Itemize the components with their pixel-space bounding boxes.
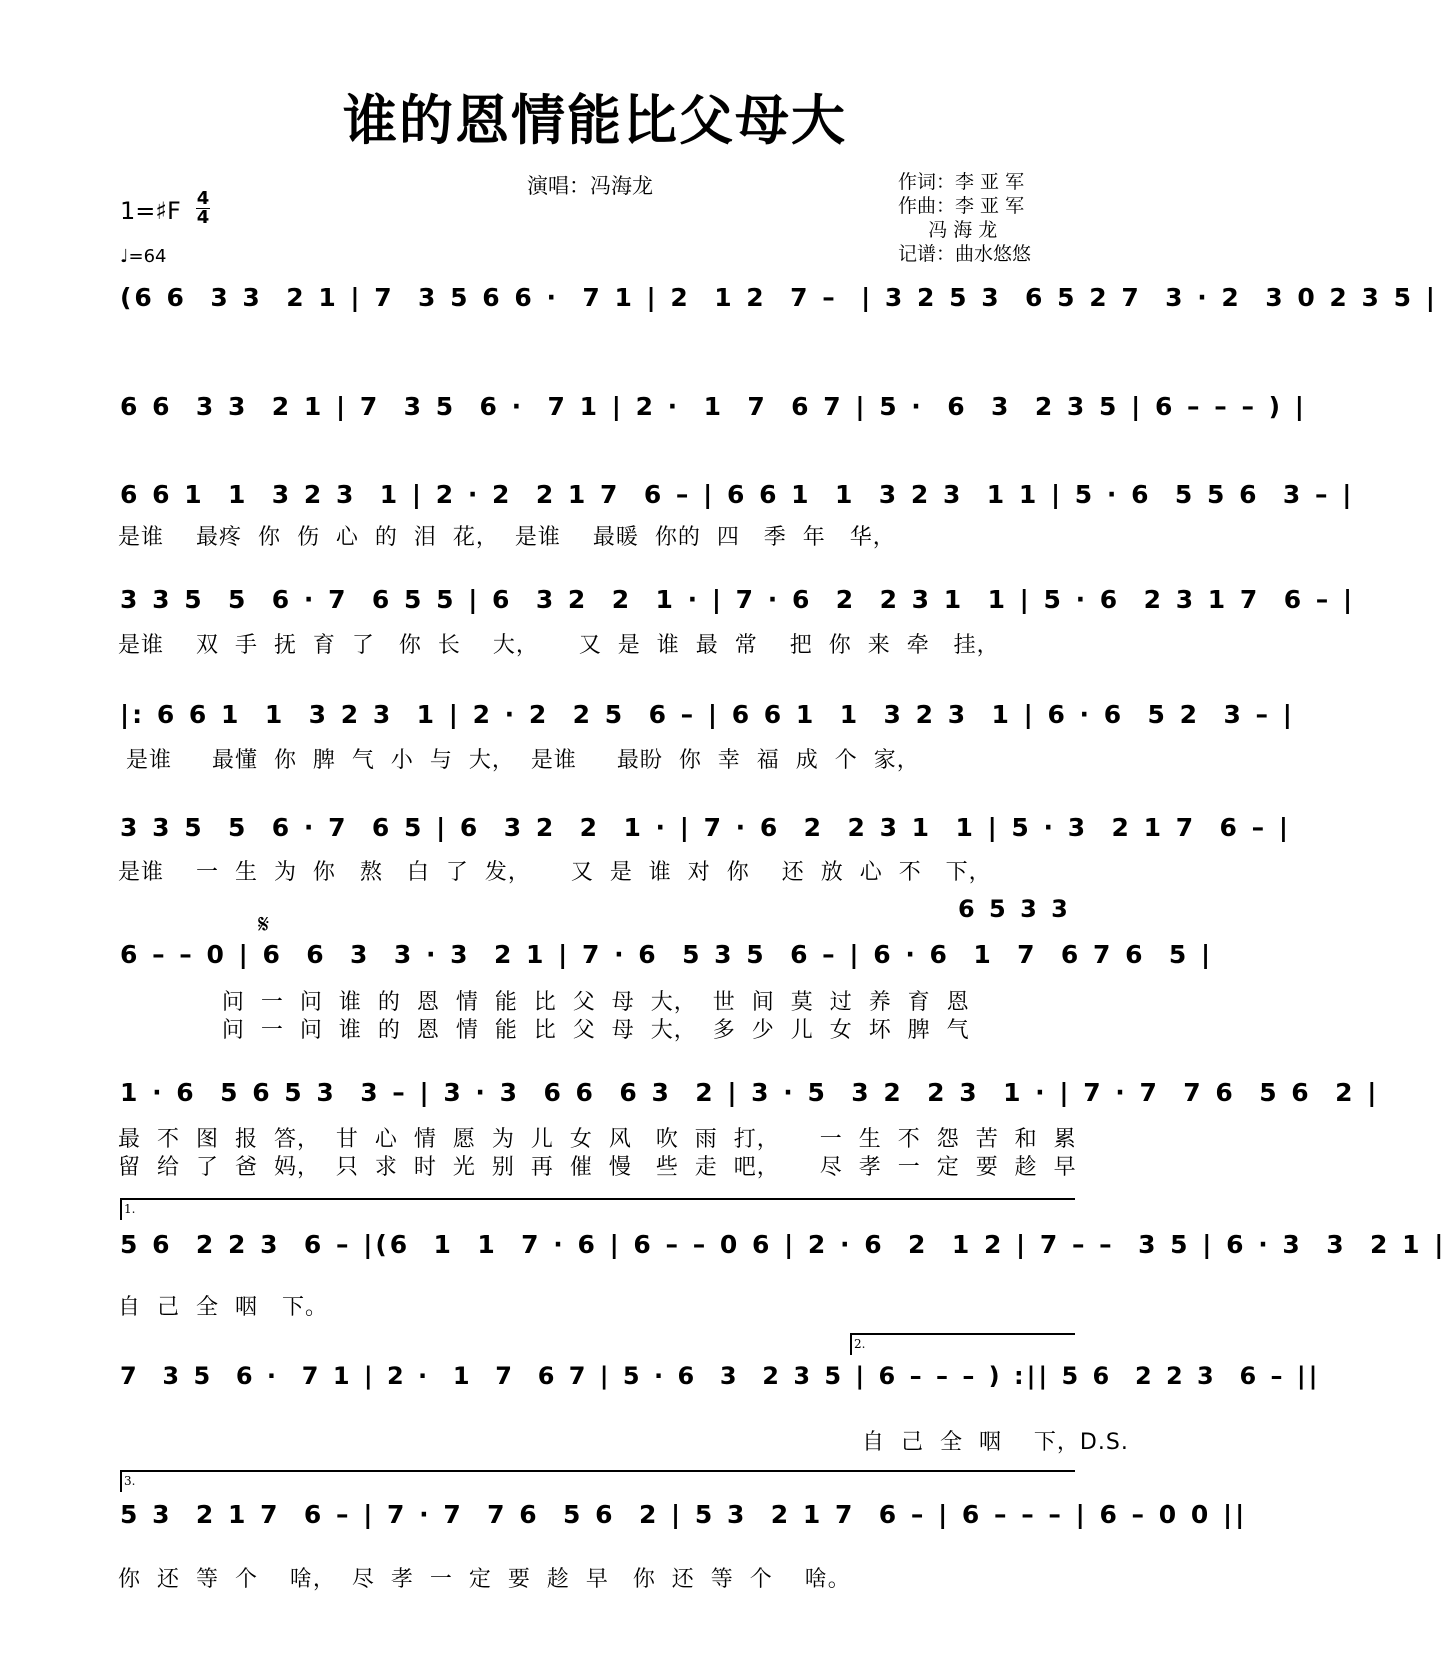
ending-1-label: 1. [124, 1202, 136, 1216]
lyric-line-10: 自 己 全 咽 下，D.S. [862, 1430, 1129, 1455]
singer-credit: 演唱：冯海龙 [527, 174, 653, 198]
credits-block [898, 170, 1031, 266]
staff-line-6: 3 3 5 5 6 · 7 6 5 | 6 3 2 2 1 · | 7 · 6 2 2 3 1 1 | 5 · 3 2 1 7 6 – | [120, 813, 1291, 842]
lyric-line-9: 自 己 全 咽 下。 [118, 1295, 328, 1320]
staff-line-3: 6 6 1 1 3 2 3 1 | 2 · 2 2 1 7 6 – | 6 6 1 1 3 2 3 1 1 | 5 · 6 5 5 6 3 – | [120, 480, 1355, 509]
tempo-marking: ♩=64 [120, 246, 167, 267]
lyric-line-4: 是谁 双 手 抚 育 了 你 长 大， 又 是 谁 最 常 把 你 来 牵 挂， [118, 633, 1000, 658]
staff-line-4: 3 3 5 5 6 · 7 6 5 5 | 6 3 2 2 1 · | 7 · 6 2 2 3 1 1 | 5 · 6 2 3 1 7 6 – | [120, 585, 1356, 614]
staff-line-11: 5 3 2 1 7 6 – | 7 · 7 7 6 5 6 2 | 5 3 2 1 7 6 – | 6 – – – | 6 – 0 0 || [120, 1500, 1248, 1529]
ending-2-label: 2. [854, 1337, 866, 1351]
time-signature [196, 190, 210, 227]
composer-credit: 作曲：李 亚 军 [898, 195, 1025, 217]
lyric-line-8a: 最 不 图 报 答， 甘 心 情 愿 为 儿 女 风 吹 雨 打， 一 生 不 怨 苦 和 累 [118, 1127, 1077, 1152]
staff-line-8: 1 · 6 5 6 5 3 3 – | 3 · 3 6 6 6 3 2 | 3 · 5 3 2 2 3 1 · | 7 · 7 7 6 5 6 2 | [120, 1078, 1380, 1107]
ending-3-bracket [120, 1470, 1075, 1472]
ending-2-tick [850, 1333, 852, 1355]
time-signature-top: 4 [196, 188, 210, 209]
staff-line-2: 6 6 3 3 2 1 | 7 3 5 6 · 7 1 | 2 · 1 7 6 7 | 5 · 6 3 2 3 5 | 6 – – – ) | [120, 392, 1307, 421]
lyric-line-7a: 问 一 问 谁 的 恩 情 能 比 父 母 大， 世 间 莫 过 养 育 恩 [118, 990, 970, 1015]
ending-2-bracket [850, 1333, 1075, 1335]
staff-line-1: (6 6 3 3 2 1 | 7 3 5 6 6 · 7 1 | 2 1 2 7 – | 3 2 5 3 6 5 2 7 3 · 2 3 0 2 3 5 | [120, 283, 1438, 312]
lyricist-credit: 作词：李 亚 军 [898, 171, 1025, 193]
key-signature: 1=♯F [120, 197, 181, 225]
ending-3-label: 3. [124, 1474, 136, 1488]
lyric-line-6: 是谁 一 生 为 你 熬 白 了 发， 又 是 谁 对 你 还 放 心 不 下， [118, 860, 992, 885]
time-signature-bottom: 4 [196, 207, 210, 228]
segno-sign: 𝄋 [258, 910, 270, 940]
lyric-line-11: 你 还 等 个 啥， 尽 孝 一 定 要 趁 早 你 还 等 个 啥。 [118, 1567, 851, 1592]
staff-line-7: 6 – – 0 | 6 6 3 3 · 3 2 1 | 7 · 6 5 3 5 6 – | 6 · 6 1 7 6 7 6 5 | [120, 940, 1214, 969]
segno-ending-notes: 6 5 3 3 [958, 895, 1071, 923]
composer-credit-2: 冯 海 龙 [898, 219, 998, 241]
ending-3-tick [120, 1470, 122, 1492]
staff-line-10: 7 3 5 6 · 7 1 | 2 · 1 7 6 7 | 5 · 6 3 2 3 5 | 6 – – – ) :|| 5 6 2 2 3 6 – || [120, 1362, 1321, 1390]
lyric-line-3: 是谁 最疼 你 伤 心 的 泪 花， 是谁 最暖 你的 四 季 年 华， [118, 525, 896, 550]
lyric-line-5: 是谁 最懂 你 脾 气 小 与 大， 是谁 最盼 你 幸 福 成 个 家， [118, 748, 920, 773]
ending-1-tick [120, 1198, 122, 1220]
staff-line-5: |: 6 6 1 1 3 2 3 1 | 2 · 2 2 5 6 – | 6 6 1 1 3 2 3 1 | 6 · 6 5 2 3 – | [120, 700, 1295, 729]
staff-line-9: 5 6 2 2 3 6 – |(6 1 1 7 · 6 | 6 – – 0 6 | 2 · 6 2 1 2 | 7 – – 3 5 | 6 · 3 3 2 1 | [120, 1230, 1446, 1259]
song-title: 谁的恩情能比父母大 [343, 88, 847, 152]
lyric-line-7b: 问 一 问 谁 的 恩 情 能 比 父 母 大， 多 少 儿 女 坏 脾 气 [118, 1018, 970, 1043]
ending-1-bracket [120, 1198, 1075, 1200]
transcriber-credit: 记谱：曲水悠悠 [898, 243, 1032, 265]
lyric-line-8b: 留 给 了 爸 妈， 只 求 时 光 别 再 催 慢 些 走 吧， 尽 孝 一 定 要 趁 早 [118, 1155, 1077, 1180]
